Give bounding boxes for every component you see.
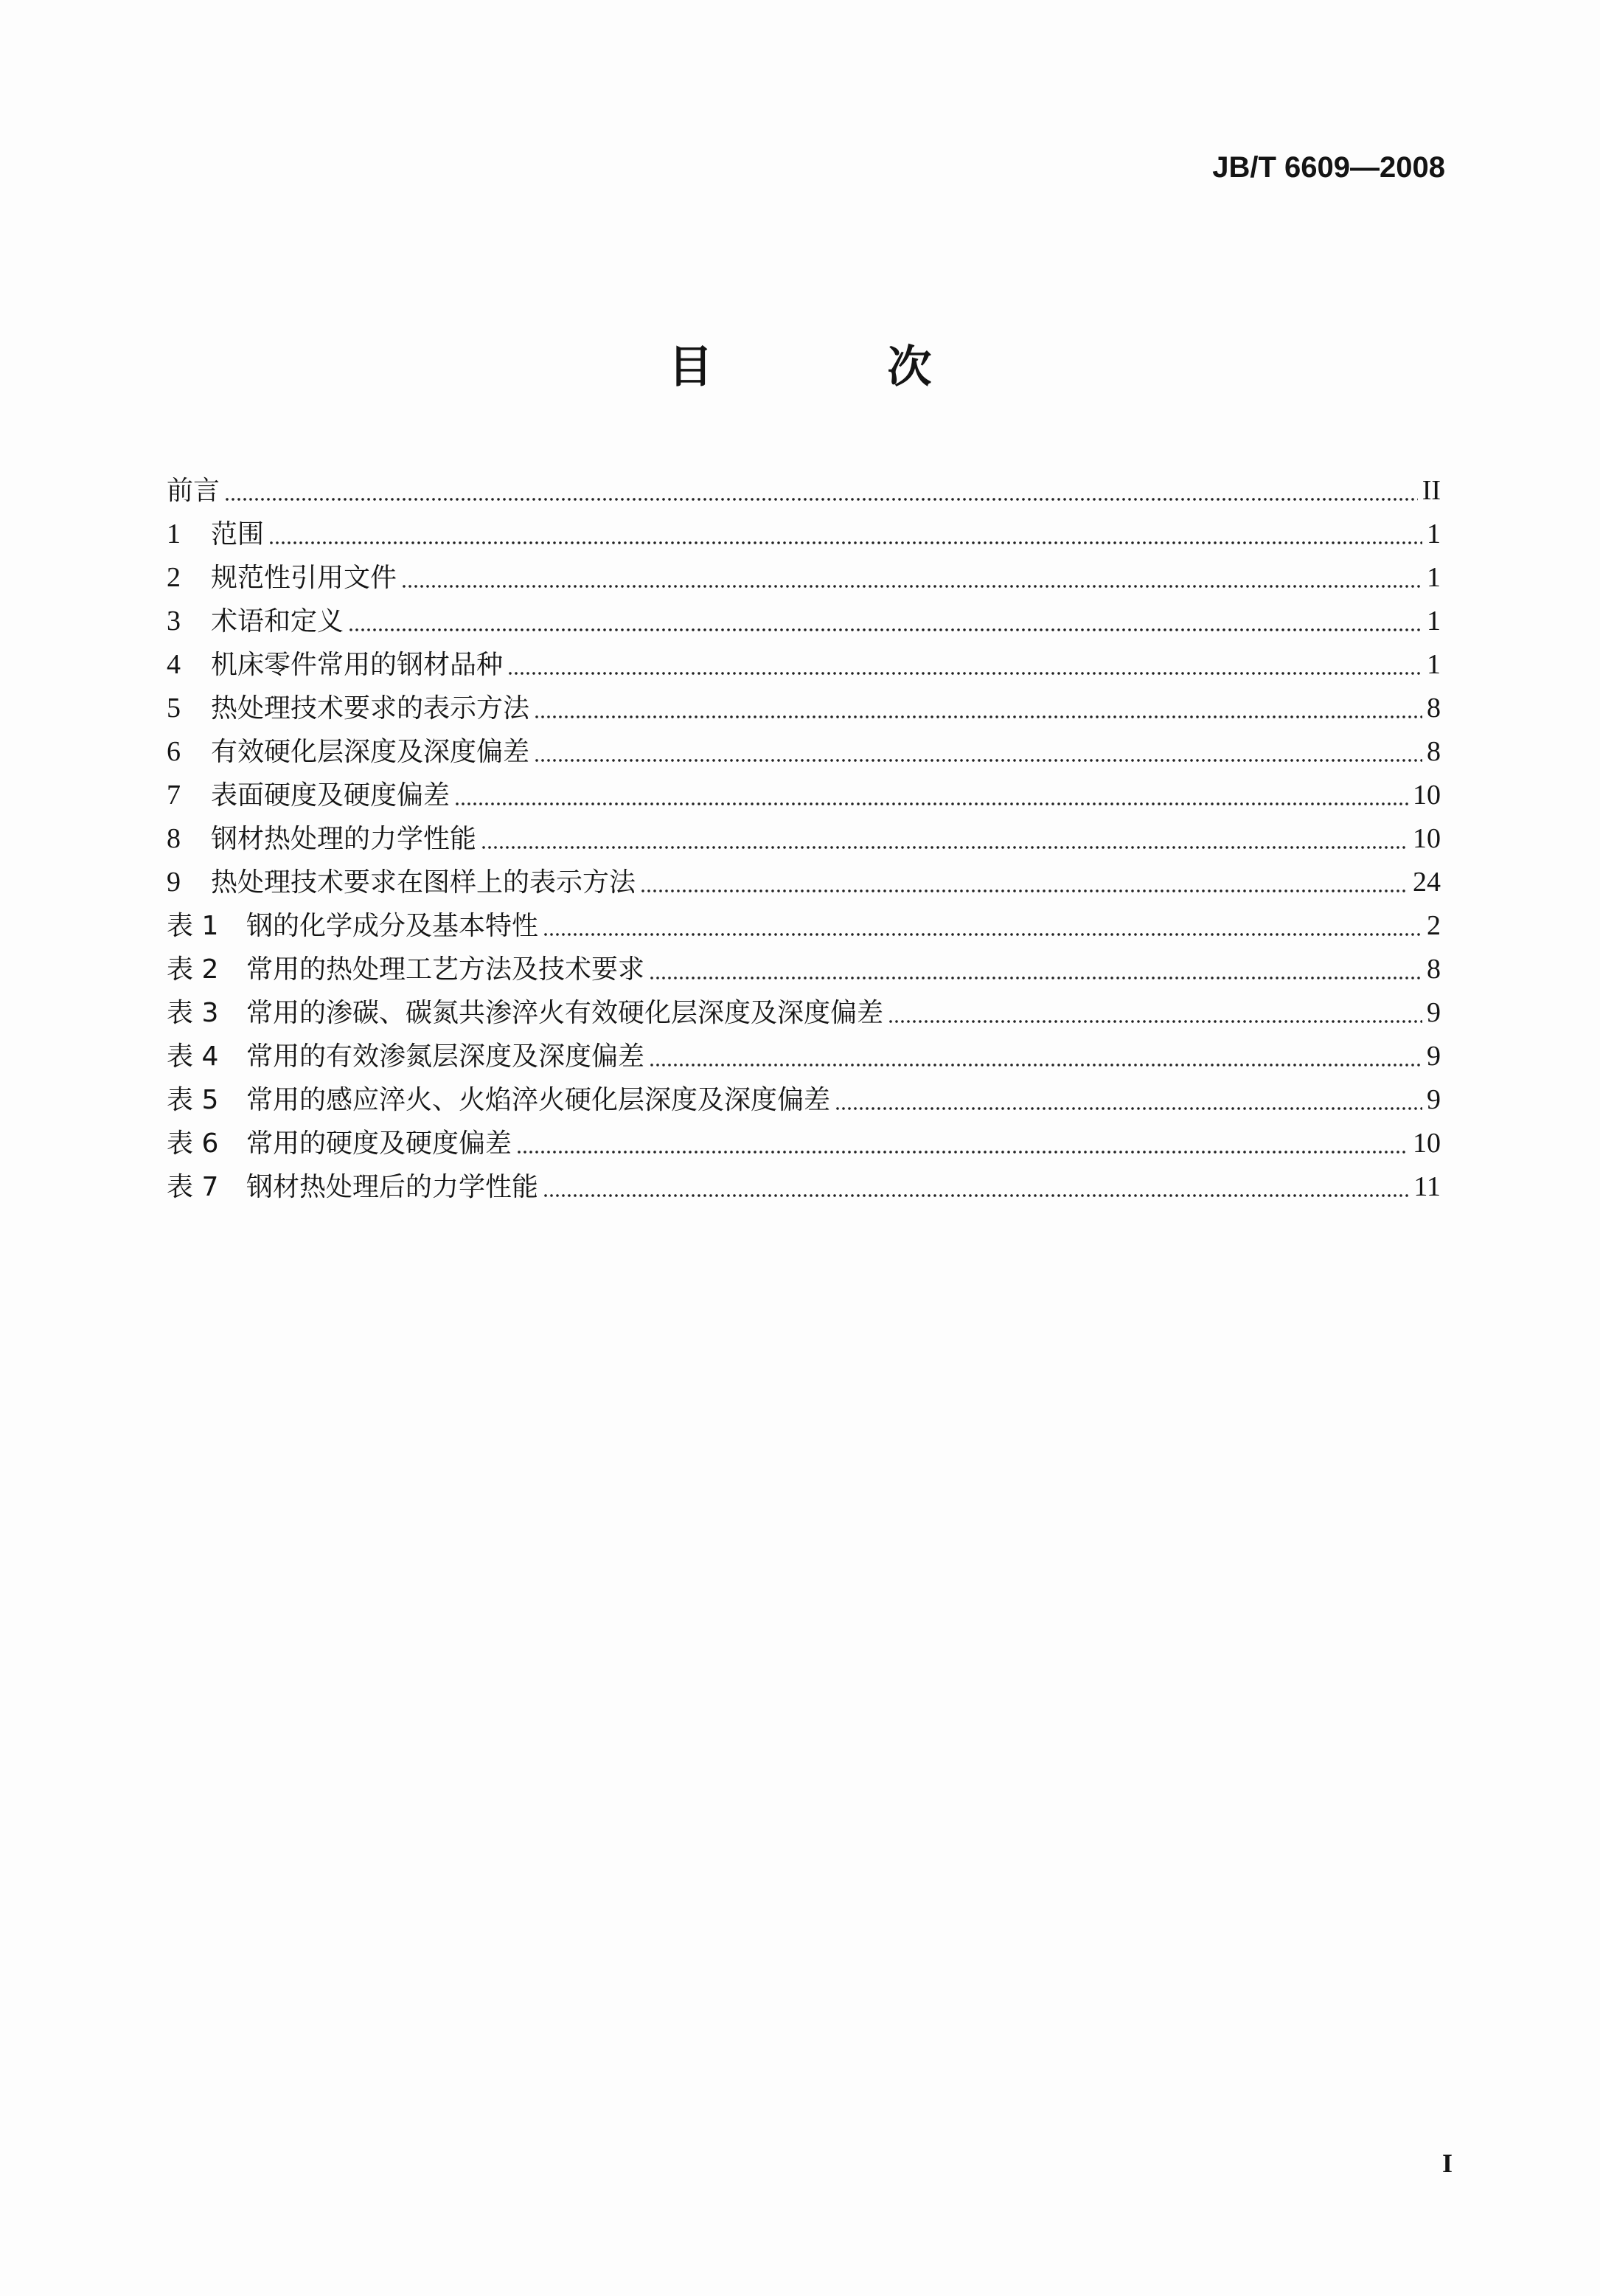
toc-entry-title: 机床零件常用的钢材品种 [211, 650, 504, 680]
toc-entry-number: 6 [167, 736, 181, 767]
toc-entry-title: 规范性引用文件 [211, 563, 397, 593]
toc-entry-title: 常用的感应淬火、火焰淬火硬化层深度及深度偏差 [246, 1085, 831, 1115]
toc-entry[interactable] [167, 469, 1441, 513]
toc-entry-page: 1 [1427, 649, 1441, 680]
toc-entry-number: 5 [167, 693, 181, 724]
toc-entry-page: 9 [1427, 997, 1441, 1028]
toc-entry-page: 10 [1413, 1128, 1441, 1159]
toc-entry-title: 钢材热处理后的力学性能 [246, 1172, 539, 1202]
toc-entry-title: 常用的硬度及硬度偏差 [246, 1128, 512, 1159]
toc-entry-number: 2 [167, 562, 181, 593]
toc-dot-leader [534, 715, 1422, 718]
toc-entry-title: 常用的有效渗氮层深度及深度偏差 [246, 1041, 645, 1072]
toc-entry-number: 表 4 [167, 1041, 219, 1072]
toc-entry-page: 1 [1427, 562, 1441, 593]
toc-entry[interactable] [167, 730, 1441, 774]
toc-entry-page: II [1422, 475, 1441, 506]
toc-entry[interactable] [167, 1078, 1441, 1122]
toc-entry[interactable] [167, 1035, 1441, 1078]
toc-dot-leader [268, 541, 1422, 544]
toc-entry-page: 8 [1427, 736, 1441, 767]
toc-entry-title: 有效硬化层深度及深度偏差 [211, 737, 530, 767]
toc-entry-number: 9 [167, 867, 181, 898]
toc-dot-leader [401, 585, 1422, 588]
toc-entry[interactable] [167, 948, 1441, 991]
page-number: I [1441, 2148, 1453, 2178]
toc-entry-number: 表 1 [167, 911, 219, 941]
toc-entry-number: 表 3 [167, 998, 219, 1028]
toc-entry-page: 9 [1427, 1041, 1441, 1072]
toc-entry[interactable] [167, 991, 1441, 1035]
toc-entry-page: 1 [1427, 606, 1441, 637]
toc-dot-leader [649, 977, 1422, 979]
toc-entry-title: 表面硬度及硬度偏差 [211, 780, 451, 811]
table-of-contents [167, 469, 1441, 1209]
toc-dot-leader [543, 1194, 1409, 1197]
toc-entry[interactable] [167, 556, 1441, 600]
toc-entry-number: 表 2 [167, 954, 219, 985]
toc-dot-leader [481, 846, 1408, 849]
toc-entry-page: 1 [1427, 518, 1441, 549]
toc-entry-page: 11 [1413, 1171, 1441, 1202]
toc-dot-leader [454, 802, 1408, 805]
toc-dot-leader [888, 1020, 1422, 1023]
toc-entry[interactable] [167, 904, 1441, 948]
toc-entry-number: 3 [167, 606, 181, 637]
toc-entry-title: 范围 [211, 519, 265, 549]
toc-entry-title: 热处理技术要求在图样上的表示方法 [211, 867, 636, 898]
toc-entry-title: 常用的渗碳、碳氮共渗淬火有效硬化层深度及深度偏差 [246, 998, 884, 1028]
toc-entry[interactable] [167, 513, 1441, 556]
toc-entry-title: 术语和定义 [211, 606, 344, 637]
toc-dot-leader [649, 1064, 1422, 1067]
toc-dot-leader [835, 1107, 1422, 1110]
toc-entry-page: 10 [1413, 780, 1441, 811]
toc-dot-leader [534, 759, 1422, 762]
toc-entry-number: 4 [167, 649, 181, 680]
toc-entry-page: 8 [1427, 693, 1441, 724]
toc-entry-title: 常用的热处理工艺方法及技术要求 [246, 954, 645, 985]
toc-entry-title: 热处理技术要求的表示方法 [211, 693, 530, 724]
toc-entry-title: 前言 [167, 476, 220, 506]
toc-entry-page: 24 [1413, 867, 1441, 898]
toc-entry-number: 表 5 [167, 1085, 219, 1115]
toc-entry-title: 钢材热处理的力学性能 [211, 824, 477, 854]
toc-entry[interactable] [167, 1165, 1441, 1209]
toc-entry-page: 8 [1427, 954, 1441, 985]
toc-entry-number: 8 [167, 823, 181, 854]
toc-dot-leader [348, 628, 1422, 631]
toc-entry[interactable] [167, 600, 1441, 643]
toc-entry-page: 10 [1413, 823, 1441, 854]
toc-entry[interactable] [167, 643, 1441, 687]
toc-entry-page: 2 [1427, 910, 1441, 941]
toc-entry-number: 1 [167, 518, 181, 549]
toc-entry[interactable] [167, 817, 1441, 861]
document-code: JB/T 6609—2008 [1212, 151, 1445, 184]
toc-entry-number: 7 [167, 780, 181, 811]
toc-dot-leader [507, 672, 1422, 675]
toc-title: 目 次 [668, 341, 1012, 393]
toc-dot-leader [224, 498, 1418, 501]
toc-entry[interactable] [167, 774, 1441, 817]
toc-dot-leader [543, 933, 1422, 936]
toc-entry[interactable] [167, 687, 1441, 730]
toc-entry[interactable] [167, 1122, 1441, 1165]
toc-dot-leader [516, 1151, 1408, 1154]
toc-entry-number: 表 6 [167, 1128, 219, 1159]
toc-entry-title: 钢的化学成分及基本特性 [246, 911, 539, 941]
toc-dot-leader [640, 889, 1408, 892]
toc-entry[interactable] [167, 861, 1441, 904]
toc-entry-number: 表 7 [167, 1172, 219, 1202]
toc-entry-page: 9 [1427, 1084, 1441, 1115]
